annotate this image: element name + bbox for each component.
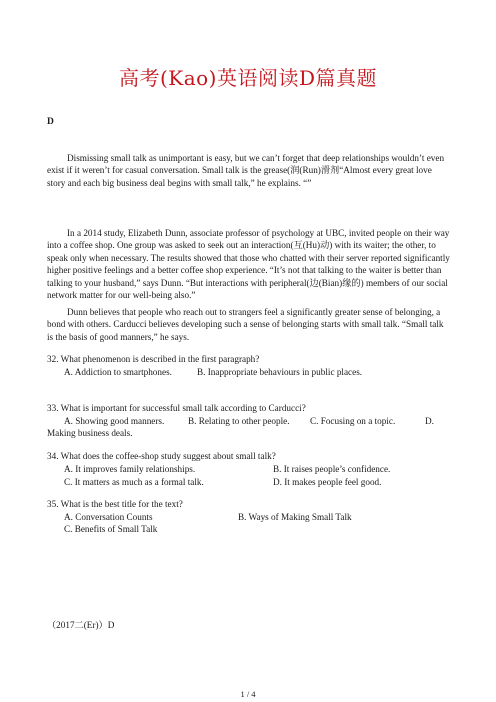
paragraph-2: In a 2014 study, Elizabeth Dunn, associate professor of psychology at UBC, invited people on their way into a coffee shop. One group was asked to seek out an interaction(互(Hu)动) with its waiter; the other, to speak only when necessary. The results showed that those who chatted with their server reported significantly higher positive feelings and a better coffee shop experience. “It’s not that talking to the waiter is better than talking to your husband,” says Dunn. “But interactions with peripheral(边(Bian)缘的) members of our social network matter for our well-being also.” bbox=[47, 228, 450, 301]
question-35-option-c: C. Benefits of Small Talk bbox=[64, 524, 158, 534]
paragraph-3: Dunn believes that people who reach out to strangers feel a significantly greater sense of belonging, a bond with others. Carducci believes developing such a sense of belonging starts with small talk. “Small talk is the basis of good manners,” he says. bbox=[47, 307, 444, 342]
source-note: （2017二(Er)）D bbox=[47, 620, 115, 630]
question-35-stem: 35. What is the best title for the text? bbox=[47, 499, 183, 509]
question-32-option-a: A. Addiction to smartphones. bbox=[64, 367, 172, 377]
question-32-option-b: B. Inappropriate behaviours in public places. bbox=[197, 367, 363, 377]
question-33-option-a: A. Showing good manners. bbox=[64, 416, 165, 426]
question-35-option-b: B. Ways of Making Small Talk bbox=[238, 512, 352, 522]
question-33-option-d-part1: D. bbox=[425, 416, 434, 426]
question-34-option-a: A. It improves family relationships. bbox=[64, 464, 196, 474]
paragraph-1: Dismissing small talk as unimportant is easy, but we can’t forget that deep relationships wouldn’t even exist if it weren’t for casual conversation. Small talk is the grease(润(Run)滑剂“Almost every great love story and each big business deal begins with small talk,” he explains. “” bbox=[47, 153, 445, 188]
question-34-option-d: D. It makes people feel good. bbox=[273, 477, 382, 487]
question-34-option-c: C. It matters as much as a formal talk. bbox=[64, 477, 204, 487]
question-33-option-c: C. Focusing on a topic. bbox=[310, 416, 396, 426]
page-number: 1 / 4 bbox=[240, 689, 256, 699]
question-35-option-a: A. Conversation Counts bbox=[64, 512, 153, 522]
question-33-stem: 33. What is important for successful small talk according to Carducci? bbox=[47, 403, 306, 413]
document-title: 高考(Kao)英语阅读D篇真题 bbox=[118, 66, 378, 90]
question-33-option-b: B. Relating to other people. bbox=[188, 416, 290, 426]
question-32-stem: 32. What phenomenon is described in the first paragraph? bbox=[47, 354, 260, 364]
question-34-option-b: B. It raises people’s confidence. bbox=[273, 464, 391, 474]
section-label: D bbox=[47, 117, 54, 127]
question-33-option-d: Making business deals. bbox=[47, 428, 133, 438]
question-34-stem: 34. What does the coffee-shop study suggest about small talk? bbox=[47, 451, 276, 461]
